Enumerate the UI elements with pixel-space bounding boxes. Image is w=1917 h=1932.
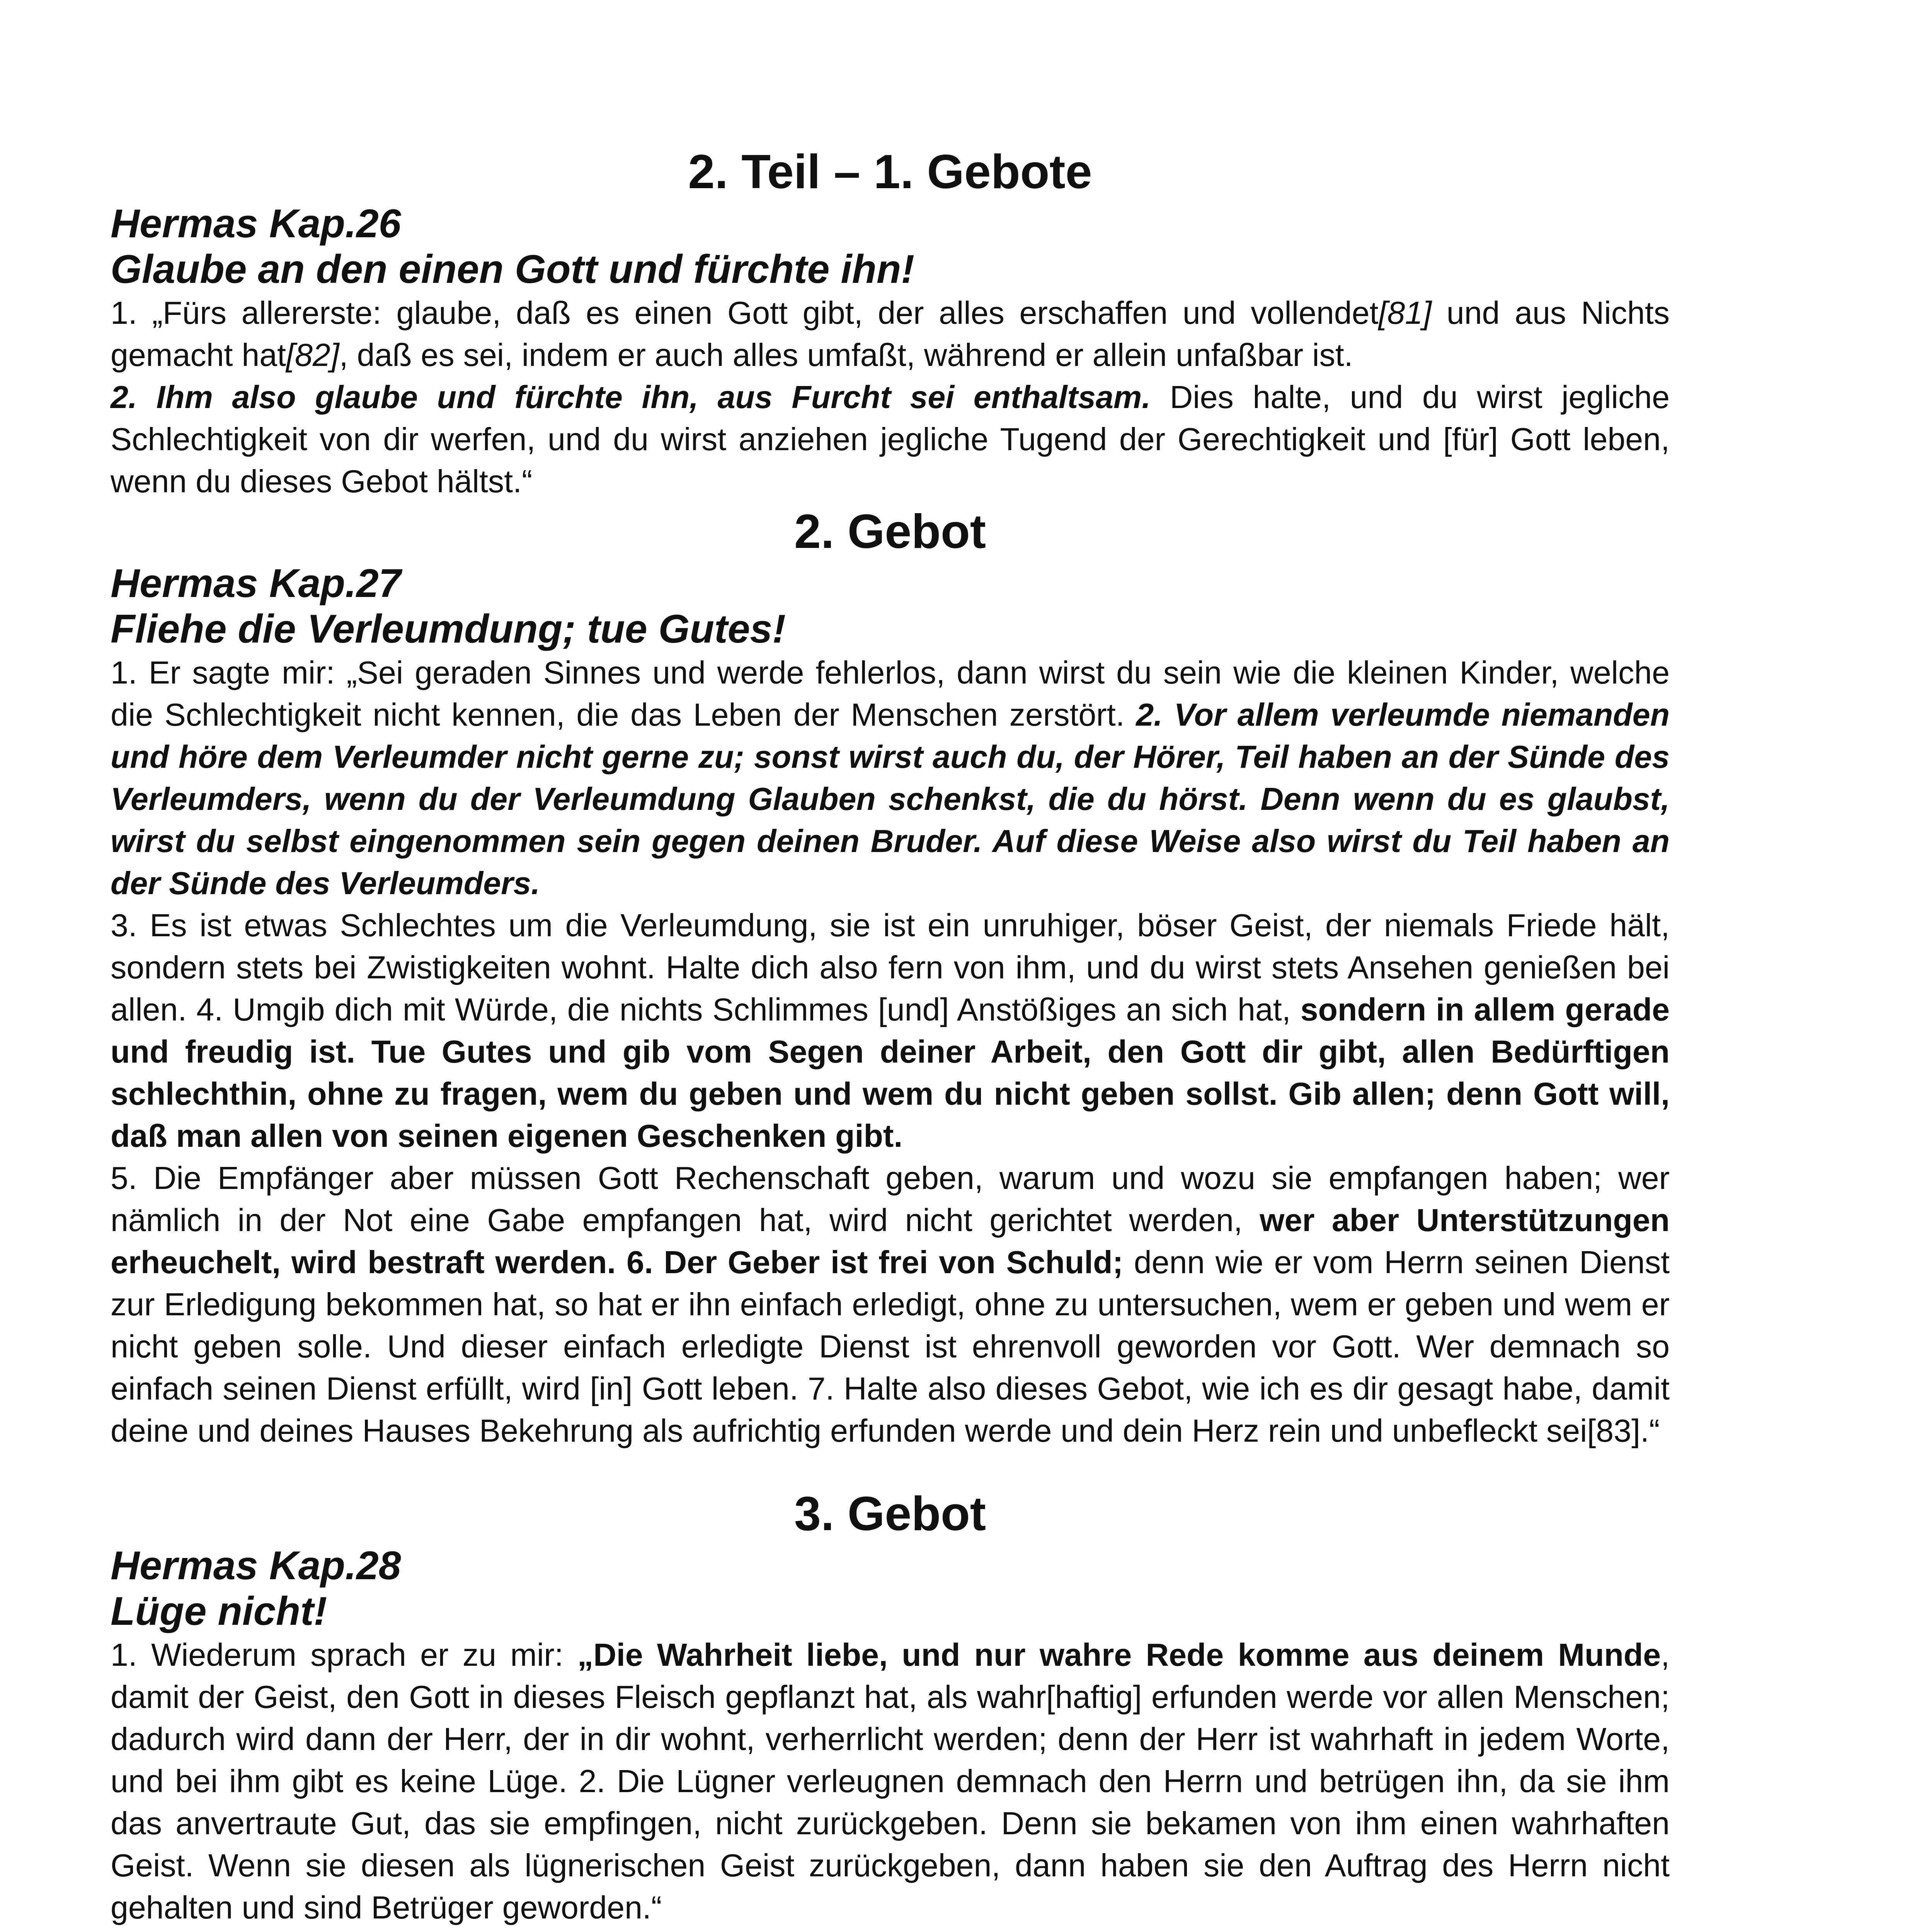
paragraph — [111, 1634, 1670, 1929]
text-run: 5. Die Empfänger aber müssen Gott Rechenschaft geben, warum und wozu sie empfangen haben; wer nämlich in der Not eine Gabe empfangen hat, wird nicht gerichtet werden, — [111, 1160, 1670, 1238]
section-heading: 3. Gebot — [794, 1487, 986, 1541]
section-kap27 — [111, 503, 1670, 1452]
chapter-heading: Hermas Kap.27 — [111, 561, 401, 606]
chapter-motto: Fliehe die Verleumdung; tue Gutes! — [111, 607, 786, 651]
paragraph — [111, 652, 1670, 905]
text-run: denn wie er vom Herrn seinen Dienst zur Erledigung bekommen hat, so hat er ihn einfach erledigt, ohne zu untersuchen, wem er geben und wem er nicht geben solle. Und dieser einfach erledigte Dienst ist ehrenvoll geworden vor Gott. Wer demnach so einfach seinen Dienst erfüllt, wird [in] Gott leben. 7. Halte also dieses Gebot, wie ich es dir gesagt habe, damit deine und deines Hauses Bekehrung als aufrichtig erfunden werde und dein Herz rein und unbefleckt sei[83].“ — [111, 1245, 1670, 1449]
spacer — [111, 1452, 1670, 1485]
page-content — [111, 143, 1670, 1932]
text-run: 3. Es ist etwas Schlechtes um die Verleumdung, sie ist ein unruhiger, böser Geist, der niemals Friede hält, sondern stets bei Zwistigkeiten wohnt. Halte dich also fern von ihm, und du wirst stets Ansehen genießen bei allen. 4. Umgib dich mit Würde, die nichts Schlimmes [und] Anstößiges an sich hat, — [111, 908, 1670, 1027]
paragraph — [111, 376, 1670, 503]
text-run: , damit der Geist, den Gott in dieses Fleisch gepflanzt hat, als wahr[haftig] erfunden werde vor allen Menschen; dadurch wird dann der Herr, der in dir wohnt, verherrlicht werden; denn der Herr ist wahrhaft in jedem Worte, und bei ihm gibt es keine Lüge. 2. Die Lügner verleugnen demnach den Herrn und betrügen ihn, da sie ihm das anvertraute Gut, das sie empfingen, nicht zurückgeben. Denn sie bekamen von ihm einen wahrhaften Geist. Wenn sie diesen als lügnerischen Geist zurückgeben, dann haben sie den Auftrag des Herrn nicht gehalten und sind Betrüger geworden.“ — [111, 1637, 1670, 1925]
section-kap26 — [111, 201, 1670, 503]
paragraph — [111, 292, 1670, 376]
paragraph — [111, 1157, 1670, 1452]
paragraph — [111, 905, 1670, 1157]
page-title: 2. Teil – 1. Gebote — [688, 145, 1092, 199]
chapter-motto: Lüge nicht! — [111, 1589, 327, 1634]
section-kap28 — [111, 1485, 1670, 1932]
paragraph — [111, 1929, 1670, 1932]
chapter-heading: Hermas Kap.28 — [111, 1543, 401, 1588]
text-run: 1. Wiederum sprach er zu mir: — [111, 1637, 577, 1673]
footnote-ref[interactable]: [82] — [286, 337, 339, 373]
bold-run: „Die Wahrheit liebe, und nur wahre Rede komme aus deinem Munde — [577, 1637, 1661, 1673]
section-heading: 2. Gebot — [794, 505, 986, 558]
text-run: , daß es sei, indem er auch alles umfaßt, während er allein unfaßbar ist. — [339, 337, 1353, 373]
footnote-ref[interactable]: [81] — [1378, 295, 1432, 331]
emphasis-run: 2. Ihm also glaube und fürchte ihn, aus Furcht sei enthaltsam. — [111, 379, 1151, 415]
bold-run: sondern in allem gerade und freudig ist. Tue Gutes und gib vom Segen deiner Arbeit, den Gott dir gibt, allen Bedürftigen schlechthin, ohne zu fragen, wem du geben und wem du nicht geben sollst. Gib allen; denn Gott will, daß man allen von seinen eigenen Geschenken gibt. — [111, 992, 1670, 1154]
chapter-heading: Hermas Kap.26 — [111, 201, 401, 246]
bold-run: wer aber Unterstützungen erheuchelt, wird bestraft werden. 6. Der Geber ist frei von Schuld; — [111, 1202, 1670, 1280]
emphasis-run: 2. Vor allem verleumde niemanden und höre dem Verleumder nicht gerne zu; sonst wirst auch du, der Hörer, Teil haben an der Sünde des Verleumders, wenn du der Verleumdung Glauben schenkst, die du hörst. Denn wenn du es glaubst, wirst du selbst eingenommen sein gegen deinen Bruder. Auf diese Weise also wirst du Teil haben an der Sünde des Verleumders. — [111, 697, 1670, 901]
text-run: Dies halte, und du wirst jegliche Schlechtigkeit von dir werfen, und du wirst anziehen jegliche Tugend der Gerechtigkeit und [für] Gott leben, wenn du dieses Gebot hältst.“ — [111, 379, 1670, 499]
text-run: und aus Nichts gemacht hat — [111, 295, 1670, 373]
text-run: 1. Er sagte mir: „Sei geraden Sinnes und werde fehlerlos, dann wirst du sein wie die kleinen Kinder, welche die Schlechtigkeit nicht kennen, die das Leben der Menschen zerstört. — [111, 655, 1670, 733]
text-run: 1. „Fürs allererste: glaube, daß es einen Gott gibt, der alles erschaffen und vollendet — [111, 295, 1379, 331]
chapter-motto: Glaube an den einen Gott und fürchte ihn! — [111, 247, 914, 292]
